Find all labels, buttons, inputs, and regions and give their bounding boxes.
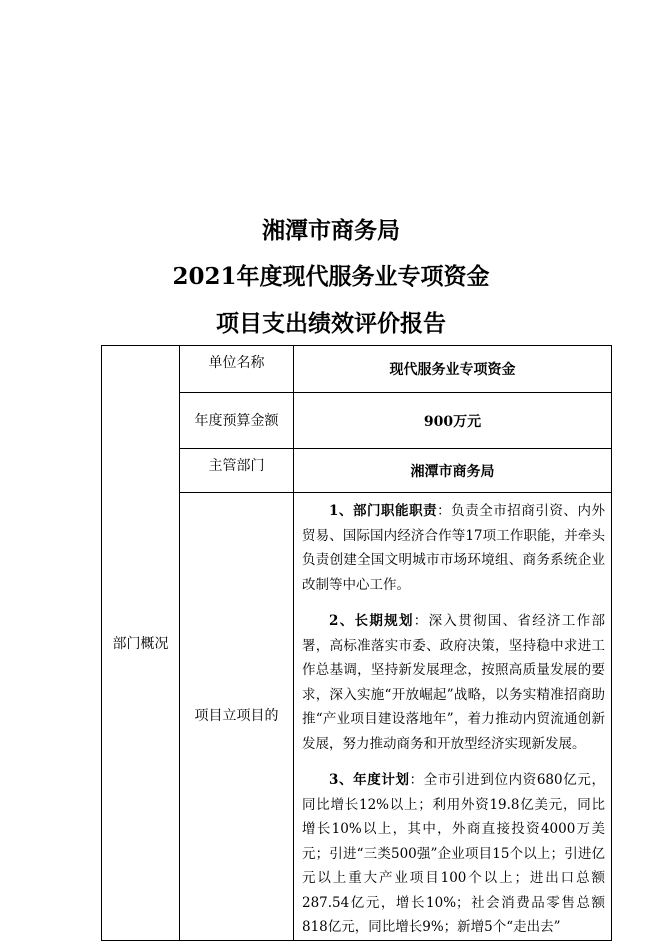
paragraph-duties — [294, 499, 611, 597]
paragraph-text: ：负责全市招商引资、内外贸易、国际国内经济合作等17项工作职能，并牵头负责创建全国文明城市市场环境组、商务系统企业改制等中心工作。 — [302, 503, 605, 593]
paragraph-heading: 2、长期规划 — [329, 613, 414, 629]
department-label: 主管部门 — [180, 449, 294, 493]
paragraph-text: ：深入贯彻国、省经济工作部署，高标准落实市委、政府决策，坚持稳中求进工作总基调，坚持新发展理念，按照高质量发展的要求，深入实施“开放崛起”战略，以务实精准招商助推“产业项目建设落地年”，着力推动内贸流通创新发展，努力推动商务和开放型经济实现新发展。 — [302, 613, 605, 752]
purpose-content — [294, 493, 612, 941]
paragraph-heading: 3、年度计划 — [329, 772, 410, 788]
purpose-label: 项目立项目的 — [180, 493, 294, 941]
report-title-line-1: 湘潭市商务局 — [262, 217, 400, 244]
unit-name-label: 单位名称 — [180, 346, 294, 393]
paragraph-long-term-plan — [294, 609, 611, 756]
paragraph-annual-plan — [294, 768, 611, 940]
report-title-line-3: 项目支出绩效评价报告 — [216, 310, 446, 337]
budget-value: 900万元 — [294, 393, 612, 449]
budget-label: 年度预算金额 — [180, 393, 294, 449]
paragraph-heading: 1、部门职能职责 — [329, 503, 438, 519]
unit-name-value: 现代服务业专项资金 — [294, 346, 612, 393]
department-value: 湘潭市商务局 — [294, 449, 612, 493]
overview-table — [101, 345, 612, 941]
report-title-line-2: 2021年度现代服务业专项资金 — [172, 263, 490, 290]
section-label: 部门概况 — [102, 346, 180, 941]
paragraph-text: ：全市引进到位内资680亿元，同比增长12%以上；利用外资19.8亿美元，同比增长10%以上，其中，外商直接投资4000万美元；引进“三类500强”企业项目15个以上；引进亿元以上重大产业项目100个以上；进出口总额287.54亿元，增长10%；社会消费品零售总额818亿元，同比增长9%；新增5个“走出去” — [302, 772, 605, 935]
